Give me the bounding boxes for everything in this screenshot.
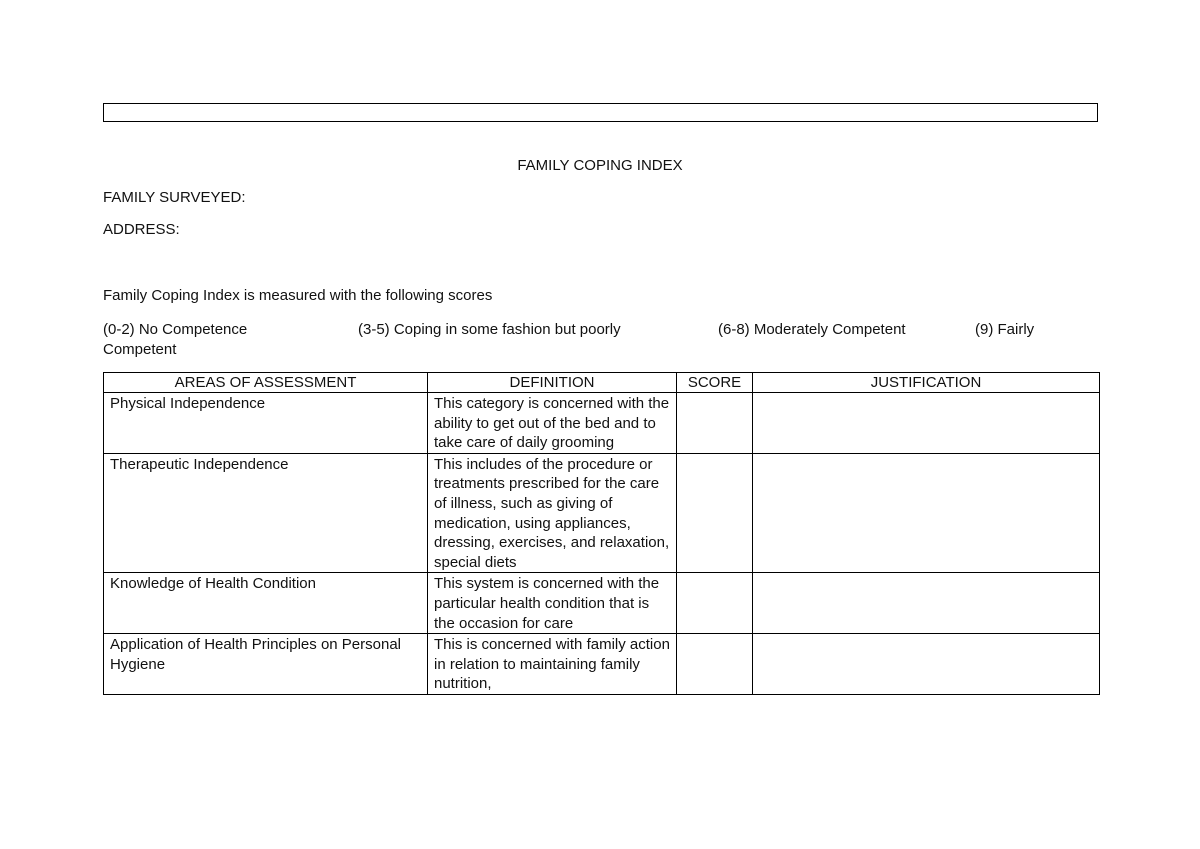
score-cell[interactable]	[677, 453, 753, 573]
definition-cell: This includes of the procedure or treatments prescribed for the care of illness, such as giving of medication, using appliances, dressing, exercises, and relaxation, special diets	[428, 453, 677, 573]
table-row	[104, 573, 1100, 634]
justification-cell[interactable]	[753, 393, 1100, 454]
score-range-moderately-competent: (6-8) Moderately Competent	[718, 321, 906, 338]
score-cell[interactable]	[677, 573, 753, 634]
header-justification: JUSTIFICATION	[753, 373, 1100, 393]
definition-cell: This category is concerned with the ability to get out of the bed and to take care of daily grooming	[428, 393, 677, 454]
score-legend	[103, 320, 1098, 360]
table-row	[104, 453, 1100, 573]
score-intro: Family Coping Index is measured with the following scores	[103, 287, 493, 304]
table-header-row	[104, 373, 1100, 393]
score-cell[interactable]	[677, 634, 753, 695]
area-cell: Physical Independence	[104, 393, 428, 454]
family-surveyed-label: FAMILY SURVEYED:	[103, 189, 246, 206]
area-cell: Knowledge of Health Condition	[104, 573, 428, 634]
score-range-no-competence: (0-2) No Competence	[103, 321, 248, 338]
header-areas-of-assessment: AREAS OF ASSESSMENT	[104, 373, 428, 393]
header-definition: DEFINITION	[428, 373, 677, 393]
definition-cell: This is concerned with family action in relation to maintaining family nutrition,	[428, 634, 677, 695]
score-cell[interactable]	[677, 393, 753, 454]
area-cell: Application of Health Principles on Personal Hygiene	[104, 634, 428, 695]
area-cell: Therapeutic Independence	[104, 453, 428, 573]
definition-cell: This system is concerned with the particular health condition that is the occasion for care	[428, 573, 677, 634]
assessment-table	[103, 372, 1100, 695]
justification-cell[interactable]	[753, 634, 1100, 695]
score-range-continuation: Competent	[103, 341, 177, 358]
justification-cell[interactable]	[753, 573, 1100, 634]
header-box	[103, 103, 1098, 122]
score-range-coping-poorly: (3-5) Coping in some fashion but poorly	[358, 321, 621, 338]
header-score: SCORE	[677, 373, 753, 393]
address-label: ADDRESS:	[103, 221, 180, 238]
justification-cell[interactable]	[753, 453, 1100, 573]
score-range-fairly-competent: (9) Fairly	[975, 321, 1035, 338]
table-row	[104, 393, 1100, 454]
document-title: FAMILY COPING INDEX	[517, 157, 683, 174]
table-row	[104, 634, 1100, 695]
